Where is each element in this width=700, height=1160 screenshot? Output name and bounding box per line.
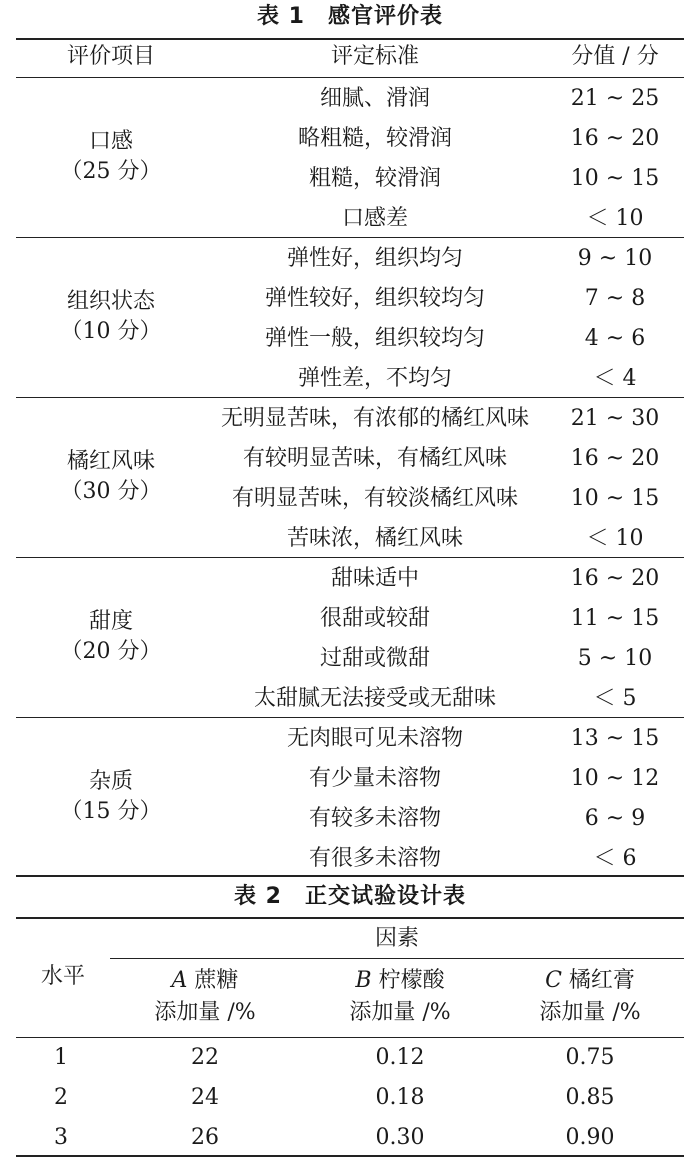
factor-c-label	[490, 966, 690, 996]
factor-header: 因素	[374, 926, 419, 951]
table1-header-rule	[16, 77, 684, 78]
standard-cell: 弹性一般，组织较均匀	[264, 326, 485, 351]
standard-cell: 无明显苦味，有浓郁的橘红风味	[220, 406, 529, 431]
factor-b-letter: B	[355, 968, 372, 993]
level-cell: 3	[54, 1125, 68, 1150]
score-cell: ＜ 10	[586, 526, 644, 551]
header-score: 分值 / 分	[571, 44, 659, 69]
factor-b-name: 柠檬酸	[371, 968, 445, 993]
header-item: 评价项目	[66, 44, 155, 69]
orange-paste-cell: 0.90	[565, 1125, 615, 1150]
eval-points: （20 分）	[60, 639, 162, 664]
header-standard: 评定标准	[330, 44, 419, 69]
eval-item: 口感	[88, 129, 133, 154]
score-cell: 5 ~ 10	[577, 646, 653, 671]
citric-acid-cell: 0.30	[375, 1125, 425, 1150]
factor-c-letter: C	[545, 968, 562, 993]
standard-cell: 粗糙，较滑润	[308, 166, 441, 191]
factor-rule	[110, 958, 684, 959]
group-divider	[16, 237, 684, 238]
eval-points: （10 分）	[60, 319, 162, 344]
score-cell: 4 ~ 6	[584, 326, 646, 351]
level-header: 水平	[40, 964, 85, 989]
sugar-cell: 26	[191, 1125, 219, 1150]
sugar-cell: 22	[191, 1045, 219, 1070]
score-cell: 10 ~ 15	[570, 166, 660, 191]
standard-cell: 有明显苦味，有较淡橘红风味	[231, 486, 518, 511]
standard-cell: 过甜或微甜	[319, 646, 430, 671]
standard-cell: 很甜或较甜	[319, 606, 430, 631]
eval-item: 杂质	[88, 769, 133, 794]
factor-b-sub: 添加量 /%	[349, 1000, 451, 1025]
score-cell: 13 ~ 15	[570, 726, 660, 751]
eval-item: 组织状态	[66, 289, 155, 314]
group-divider	[16, 397, 684, 398]
group-divider	[16, 557, 684, 558]
score-cell: 16 ~ 20	[570, 126, 660, 151]
factor-a-label	[110, 966, 300, 996]
score-cell: 21 ~ 25	[570, 86, 660, 111]
factor-b-label	[300, 966, 500, 996]
eval-item: 橘红风味	[66, 449, 155, 474]
standard-cell: 弹性好，组织均匀	[286, 246, 463, 271]
factor-c-name: 橘红膏	[561, 968, 635, 993]
standard-cell: 略粗糙，较滑润	[297, 126, 452, 151]
eval-points: （30 分）	[60, 479, 162, 504]
standard-cell: 苦味浓，橘红风味	[286, 526, 463, 551]
score-cell: 16 ~ 20	[570, 446, 660, 471]
level-cell: 2	[54, 1085, 68, 1110]
eval-points: （25 分）	[60, 159, 162, 184]
level-cell: 1	[54, 1045, 68, 1070]
standard-cell: 有少量未溶物	[308, 766, 441, 791]
table1-top-rule	[16, 38, 684, 40]
table2-top-rule	[16, 875, 684, 877]
table2-caption-rule	[16, 917, 684, 919]
standard-cell: 太甜腻无法接受或无甜味	[253, 686, 496, 711]
score-cell: 7 ~ 8	[584, 286, 646, 311]
group-divider	[16, 717, 684, 718]
table1-caption: 表 1 感官评价表	[257, 4, 443, 29]
eval-item: 甜度	[88, 609, 133, 634]
score-cell: 10 ~ 15	[570, 486, 660, 511]
standard-cell: 弹性差，不均匀	[297, 366, 452, 391]
factor-a-name: 蔗糖	[187, 968, 239, 993]
standard-cell: 弹性较好，组织较均匀	[264, 286, 485, 311]
table2-bottom-rule	[16, 1155, 684, 1157]
score-cell: 21 ~ 30	[570, 406, 660, 431]
score-cell: ＜ 6	[593, 846, 637, 871]
standard-cell: 无肉眼可见未溶物	[286, 726, 463, 751]
citric-acid-cell: 0.18	[375, 1085, 425, 1110]
factor-c-sub: 添加量 /%	[539, 1000, 641, 1025]
score-cell: 6 ~ 9	[584, 806, 646, 831]
score-cell: ＜ 4	[593, 366, 637, 391]
eval-points: （15 分）	[60, 799, 162, 824]
table2-caption: 表 2 正交试验设计表	[234, 884, 466, 909]
standard-cell: 有很多未溶物	[308, 846, 441, 871]
score-cell: 9 ~ 10	[577, 246, 653, 271]
table2-header-rule	[16, 1037, 684, 1038]
orange-paste-cell: 0.75	[565, 1045, 615, 1070]
factor-a-sub: 添加量 /%	[154, 1000, 256, 1025]
citric-acid-cell: 0.12	[375, 1045, 425, 1070]
standard-cell: 有较多未溶物	[308, 806, 441, 831]
score-cell: 11 ~ 15	[570, 606, 660, 631]
standard-cell: 甜味适中	[330, 566, 419, 591]
sugar-cell: 24	[191, 1085, 219, 1110]
score-cell: ＜ 10	[586, 206, 644, 231]
standard-cell: 细腻、滑润	[319, 86, 430, 111]
standard-cell: 口感差	[341, 206, 408, 231]
standard-cell: 有较明显苦味，有橘红风味	[242, 446, 507, 471]
factor-a-letter: A	[171, 968, 188, 993]
score-cell: 10 ~ 12	[570, 766, 660, 791]
score-cell: 16 ~ 20	[570, 566, 660, 591]
score-cell: ＜ 5	[593, 686, 637, 711]
orange-paste-cell: 0.85	[565, 1085, 615, 1110]
